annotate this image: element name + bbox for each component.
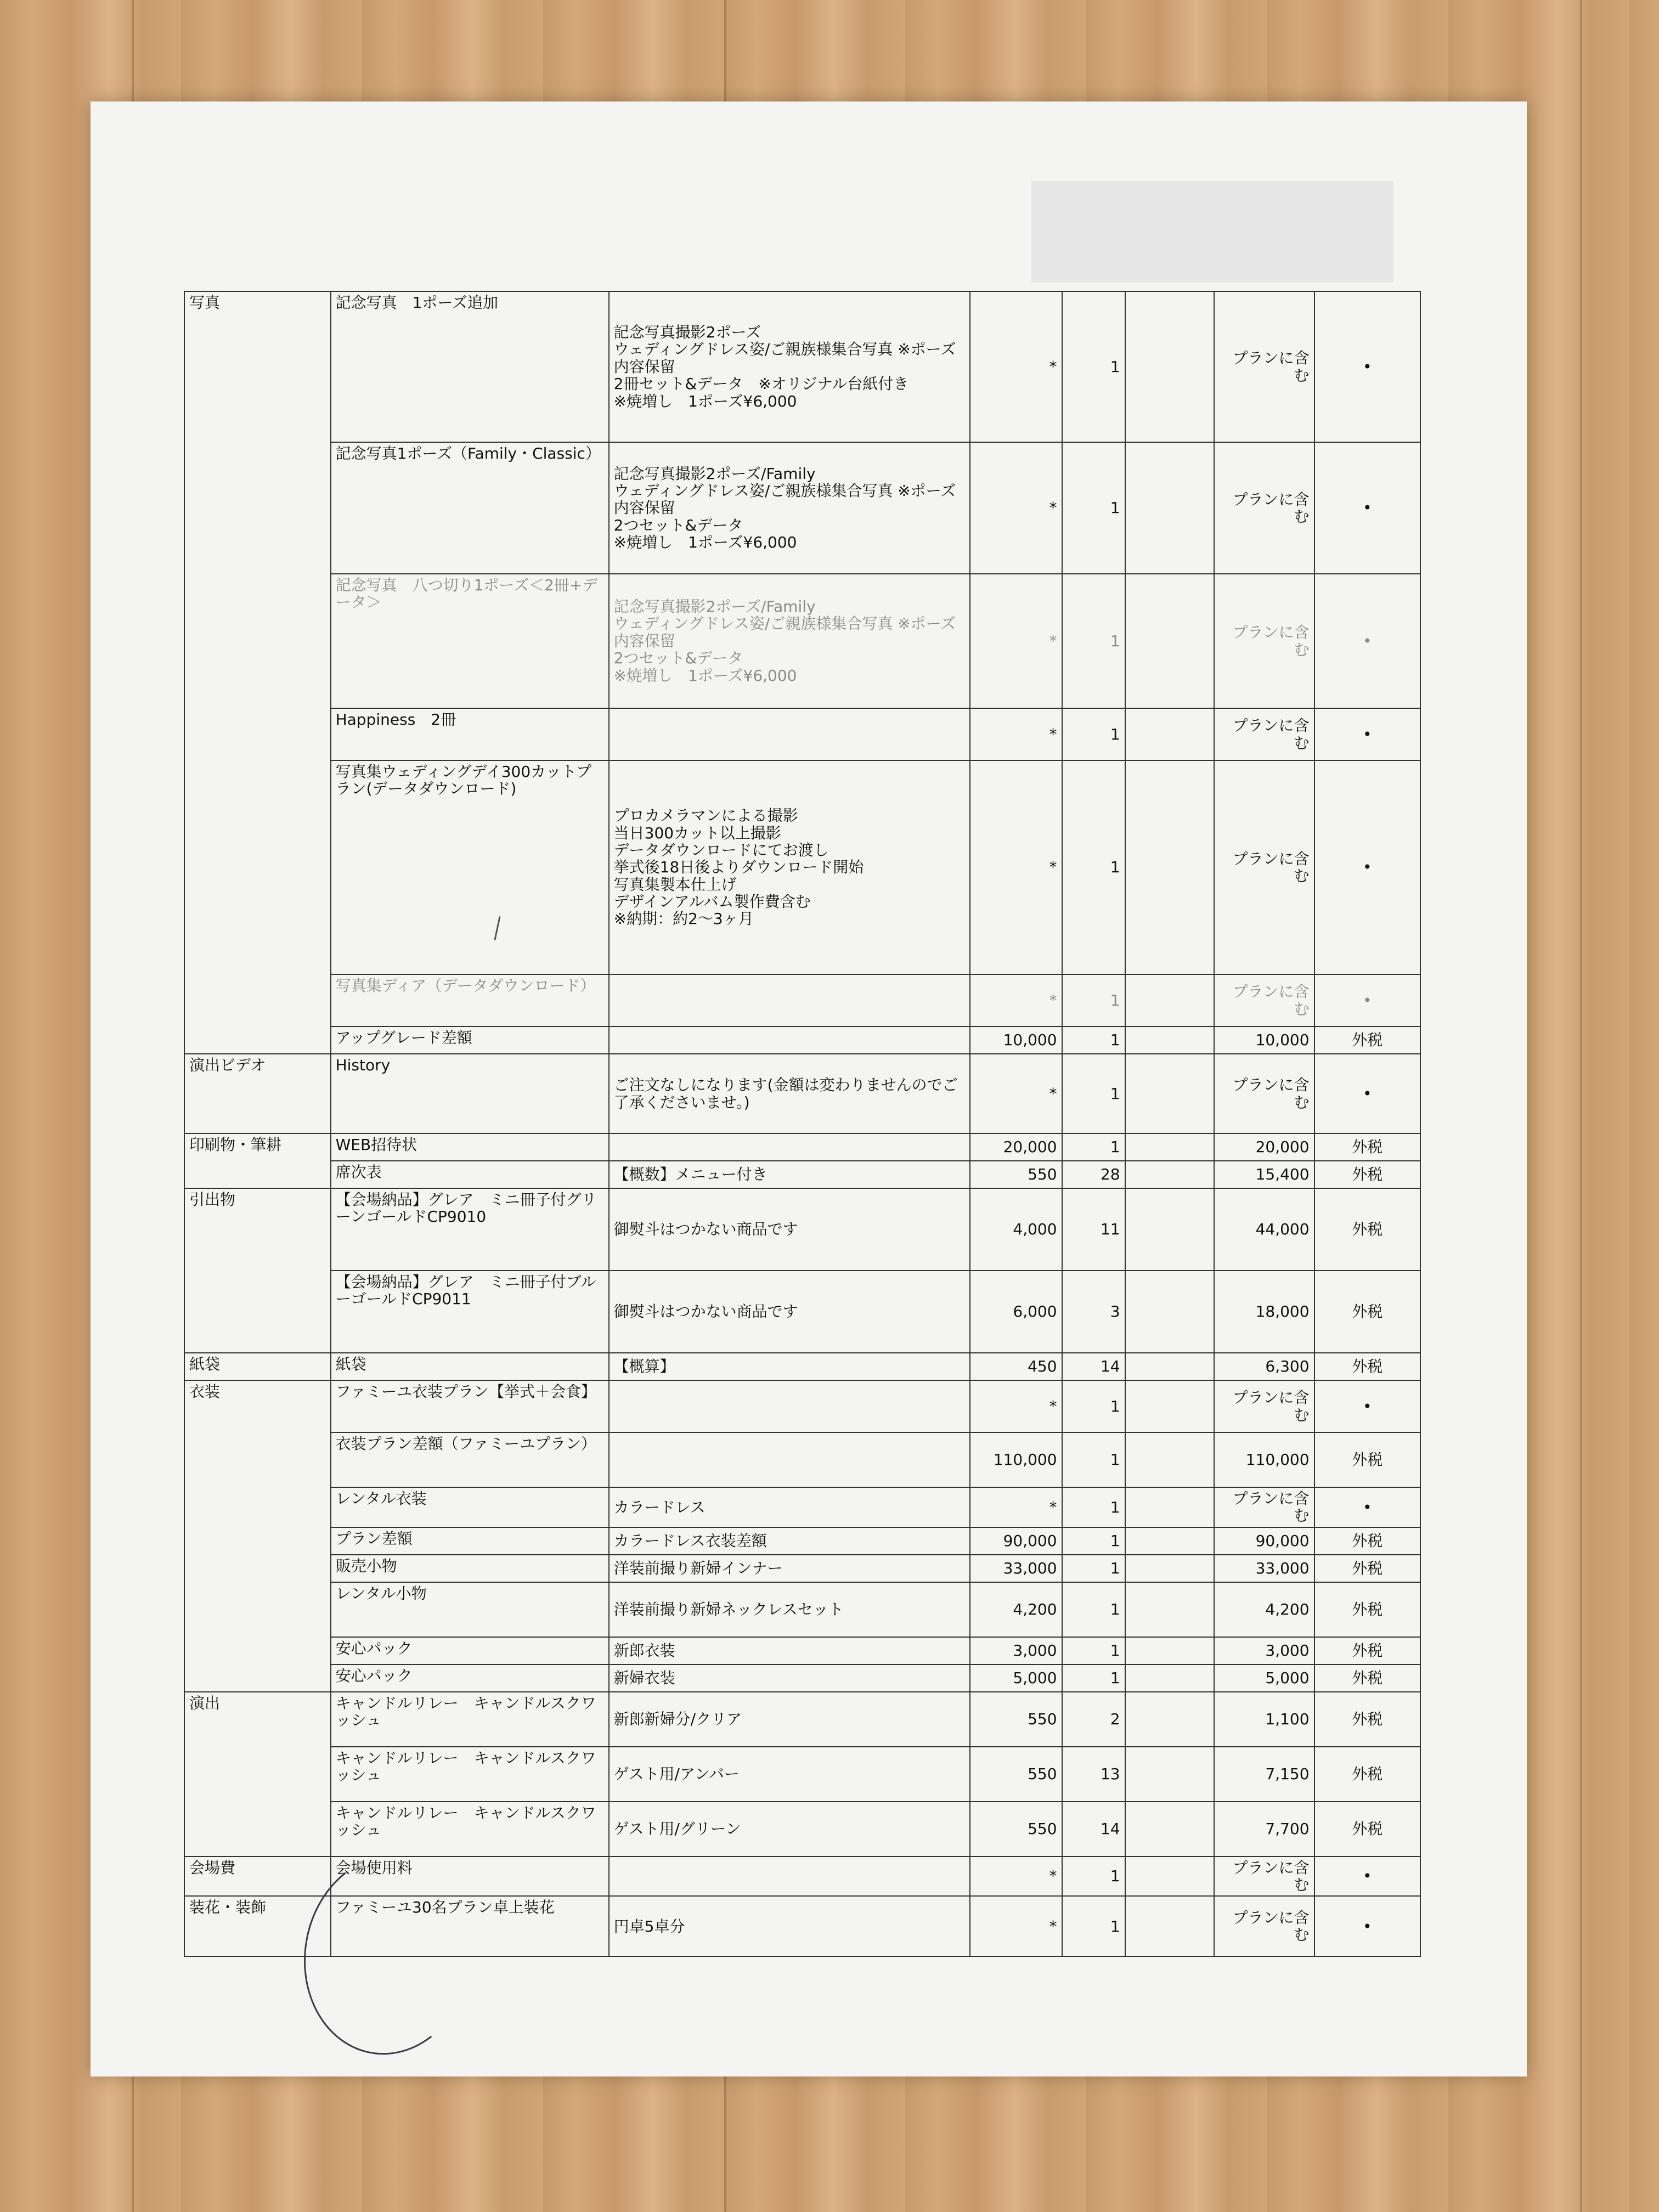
blank-cell [1125,1487,1214,1527]
tax-cell: 外税 [1314,1188,1420,1271]
table-row [184,1747,1420,1802]
tax-cell: 外税 [1314,1555,1420,1582]
item-name-cell: キャンドルリレー キャンドルスクワッシュ [331,1747,609,1802]
category-cell: 紙袋 [184,1353,331,1380]
item-name-cell: 写真集ディア（データダウンロード） [331,974,609,1026]
unit-price-cell: 10,000 [970,1026,1062,1054]
unit-price-cell: * [970,974,1062,1026]
tax-cell: • [1314,1896,1420,1956]
description-cell: 洋装前撮り新婦インナー [609,1555,970,1582]
tax-cell: • [1314,1857,1420,1897]
tax-cell: • [1314,708,1420,760]
item-name-cell: ファミーユ30名プラン卓上装花 [331,1896,609,1956]
unit-price-cell: * [970,760,1062,974]
amount-cell: プランに含む [1214,1380,1314,1432]
amount-cell: 33,000 [1214,1555,1314,1582]
table-row [184,442,1420,574]
table-row [184,1637,1420,1664]
table-row [184,1353,1420,1380]
quantity-cell: 1 [1062,708,1125,760]
table-row [184,974,1420,1026]
quantity-cell: 1 [1062,1527,1125,1555]
item-name-cell: キャンドルリレー キャンドルスクワッシュ [331,1802,609,1857]
table-row [184,1054,1420,1133]
amount-cell: 6,300 [1214,1353,1314,1380]
table-row [184,1802,1420,1857]
category-cell: 印刷物・筆耕 [184,1133,331,1188]
item-name-cell: Happiness 2冊 [331,708,609,760]
amount-cell: プランに含む [1214,760,1314,974]
description-cell [609,1380,970,1432]
unit-price-cell: * [970,1380,1062,1432]
estimate-table [184,291,1421,1957]
tax-cell: 外税 [1314,1161,1420,1188]
quantity-cell: 1 [1062,1432,1125,1487]
quantity-cell: 2 [1062,1692,1125,1747]
amount-cell: 20,000 [1214,1133,1314,1161]
blank-cell [1125,1664,1214,1692]
blank-cell [1125,760,1214,974]
item-name-cell: プラン差額 [331,1527,609,1555]
unit-price-cell: * [970,1054,1062,1133]
blank-cell [1125,1555,1214,1582]
description-cell [609,1026,970,1054]
blank-cell [1125,1802,1214,1857]
unit-price-cell: 4,000 [970,1188,1062,1271]
item-name-cell: キャンドルリレー キャンドルスクワッシュ [331,1692,609,1747]
table-row [184,1380,1420,1432]
blank-cell [1125,1527,1214,1555]
item-name-cell: WEB招待状 [331,1133,609,1161]
unit-price-cell: 4,200 [970,1582,1062,1637]
item-name-cell: 紙袋 [331,1353,609,1380]
tax-cell: 外税 [1314,1271,1420,1353]
blank-cell [1125,1747,1214,1802]
table-row [184,1555,1420,1582]
item-name-cell: 記念写真 八つ切り1ポーズ＜2冊+データ＞ [331,574,609,708]
description-cell: カラードレス [609,1487,970,1527]
item-name-cell: 【会場納品】グレア ミニ冊子付ブルーゴールドCP9011 [331,1271,609,1353]
item-name-cell: 会場使用料 [331,1857,609,1897]
item-name-cell: 記念写真1ポーズ（Family・Classic） [331,442,609,574]
blank-cell [1125,574,1214,708]
tax-cell: 外税 [1314,1582,1420,1637]
unit-price-cell: 6,000 [970,1271,1062,1353]
quantity-cell: 1 [1062,1380,1125,1432]
table-row [184,1026,1420,1054]
unit-price-cell: * [970,1896,1062,1956]
quantity-cell: 1 [1062,1857,1125,1897]
tax-cell: 外税 [1314,1527,1420,1555]
table-row [184,1432,1420,1487]
tax-cell: • [1314,974,1420,1026]
description-cell: 新郎新婦分/クリア [609,1692,970,1747]
description-cell: 記念写真撮影2ポーズ/Family ウェディングドレス姿/ご親族様集合写真 ※ポーズ内容保留 2つセット&データ ※焼増し 1ポーズ¥6,000 [609,574,970,708]
item-name-cell: 安心パック [331,1664,609,1692]
category-cell: 引出物 [184,1188,331,1353]
blank-cell [1125,1637,1214,1664]
quantity-cell: 1 [1062,1555,1125,1582]
tax-cell: • [1314,574,1420,708]
amount-cell: 10,000 [1214,1026,1314,1054]
tax-cell: • [1314,760,1420,974]
quantity-cell: 1 [1062,1487,1125,1527]
category-cell: 写真 [184,291,331,1054]
unit-price-cell: 550 [970,1161,1062,1188]
table-row [184,1487,1420,1527]
amount-cell: プランに含む [1214,442,1314,574]
description-cell: 円卓5卓分 [609,1896,970,1956]
tax-cell: 外税 [1314,1802,1420,1857]
amount-cell: 4,200 [1214,1582,1314,1637]
quantity-cell: 1 [1062,1664,1125,1692]
blank-cell [1125,1857,1214,1897]
table-row [184,1133,1420,1161]
blank-cell [1125,974,1214,1026]
description-cell [609,1857,970,1897]
amount-cell: 3,000 [1214,1637,1314,1664]
unit-price-cell: 550 [970,1747,1062,1802]
tax-cell: • [1314,1487,1420,1527]
blank-cell [1125,1353,1214,1380]
blank-cell [1125,1188,1214,1271]
tax-cell: 外税 [1314,1747,1420,1802]
item-name-cell: 席次表 [331,1161,609,1188]
blank-cell [1125,1054,1214,1133]
quantity-cell: 13 [1062,1747,1125,1802]
blank-cell [1125,1161,1214,1188]
quantity-cell: 28 [1062,1161,1125,1188]
tax-cell: 外税 [1314,1133,1420,1161]
quantity-cell: 1 [1062,1582,1125,1637]
description-cell: 【概数】メニュー付き [609,1161,970,1188]
description-cell: プロカメラマンによる撮影 当日300カット以上撮影 データダウンロードにてお渡し 挙式後18日後よりダウンロード開始 写真集製本仕上げ デザインアルバム製作費含む ※納期：約2～3ヶ月 [609,760,970,974]
description-cell: 御熨斗はつかない商品です [609,1271,970,1353]
quantity-cell: 1 [1062,1054,1125,1133]
unit-price-cell: 3,000 [970,1637,1062,1664]
unit-price-cell: * [970,1487,1062,1527]
table-row [184,574,1420,708]
quantity-cell: 1 [1062,974,1125,1026]
amount-cell: 18,000 [1214,1271,1314,1353]
description-cell: 洋装前撮り新婦ネックレスセット [609,1582,970,1637]
category-cell: 装花・装飾 [184,1896,331,1956]
unit-price-cell: 550 [970,1692,1062,1747]
unit-price-cell: * [970,442,1062,574]
item-name-cell: History [331,1054,609,1133]
item-name-cell: ファミーユ衣装プラン【挙式＋会食】 [331,1380,609,1432]
blank-cell [1125,1582,1214,1637]
amount-cell: プランに含む [1214,974,1314,1026]
blank-cell [1125,1692,1214,1747]
quantity-cell: 1 [1062,1026,1125,1054]
item-name-cell: アップグレード差額 [331,1026,609,1054]
tax-cell: • [1314,1380,1420,1432]
table-row [184,1664,1420,1692]
unit-price-cell: 33,000 [970,1555,1062,1582]
quantity-cell: 1 [1062,442,1125,574]
item-name-cell: レンタル衣装 [331,1487,609,1527]
quantity-cell: 1 [1062,574,1125,708]
amount-cell: 44,000 [1214,1188,1314,1271]
blank-cell [1125,1133,1214,1161]
unit-price-cell: * [970,574,1062,708]
tax-cell: • [1314,291,1420,442]
tax-cell: 外税 [1314,1026,1420,1054]
amount-cell: プランに含む [1214,1896,1314,1956]
quantity-cell: 1 [1062,1133,1125,1161]
quantity-cell: 14 [1062,1802,1125,1857]
item-name-cell: 記念写真 1ポーズ追加 [331,291,609,442]
amount-cell: 110,000 [1214,1432,1314,1487]
amount-cell: プランに含む [1214,708,1314,760]
quantity-cell: 1 [1062,760,1125,974]
category-cell: 演出 [184,1692,331,1857]
description-cell: 記念写真撮影2ポーズ/Family ウェディングドレス姿/ご親族様集合写真 ※ポーズ内容保留 2つセット&データ ※焼増し 1ポーズ¥6,000 [609,442,970,574]
amount-cell: プランに含む [1214,1857,1314,1897]
amount-cell: 1,100 [1214,1692,1314,1747]
amount-cell: 5,000 [1214,1664,1314,1692]
description-cell [609,1133,970,1161]
blank-cell [1125,1380,1214,1432]
table-row [184,1527,1420,1555]
item-name-cell: 販売小物 [331,1555,609,1582]
unit-price-cell: 550 [970,1802,1062,1857]
description-cell: ご注文なしになります(金額は変わりませんのでご了承くださいませ。) [609,1054,970,1133]
tax-cell: 外税 [1314,1432,1420,1487]
category-cell: 演出ビデオ [184,1054,331,1133]
blank-cell [1125,1271,1214,1353]
unit-price-cell: 20,000 [970,1133,1062,1161]
description-cell [609,708,970,760]
blank-cell [1125,1432,1214,1487]
amount-cell: プランに含む [1214,1487,1314,1527]
redaction-box [1031,181,1393,283]
blank-cell [1125,291,1214,442]
tax-cell: • [1314,1054,1420,1133]
unit-price-cell: * [970,708,1062,760]
table-row [184,1271,1420,1353]
amount-cell: プランに含む [1214,291,1314,442]
item-name-cell: 【会場納品】グレア ミニ冊子付グリーンゴールドCP9010 [331,1188,609,1271]
blank-cell [1125,1026,1214,1054]
description-cell: 新郎衣装 [609,1637,970,1664]
blank-cell [1125,708,1214,760]
amount-cell: プランに含む [1214,574,1314,708]
item-name-cell: レンタル小物 [331,1582,609,1637]
tax-cell: 外税 [1314,1692,1420,1747]
amount-cell: 7,700 [1214,1802,1314,1857]
table-row [184,708,1420,760]
amount-cell: 7,150 [1214,1747,1314,1802]
description-cell [609,1432,970,1487]
description-cell: カラードレス衣装差額 [609,1527,970,1555]
quantity-cell: 1 [1062,291,1125,442]
description-cell: 【概算】 [609,1353,970,1380]
item-name-cell: 写真集ウェディングデイ300カットプラン(データダウンロード) [331,760,609,974]
blank-cell [1125,442,1214,574]
table-row [184,760,1420,974]
table-row [184,1582,1420,1637]
quantity-cell: 3 [1062,1271,1125,1353]
table-row [184,291,1420,442]
category-cell: 衣装 [184,1380,331,1692]
category-cell: 会場費 [184,1857,331,1897]
table-row [184,1161,1420,1188]
quantity-cell: 1 [1062,1896,1125,1956]
item-name-cell: 衣装プラン差額（ファミーユプラン） [331,1432,609,1487]
amount-cell: プランに含む [1214,1054,1314,1133]
unit-price-cell: 90,000 [970,1527,1062,1555]
tax-cell: 外税 [1314,1664,1420,1692]
description-cell: ゲスト用/グリーン [609,1802,970,1857]
table-row [184,1692,1420,1747]
unit-price-cell: 110,000 [970,1432,1062,1487]
amount-cell: 15,400 [1214,1161,1314,1188]
tax-cell: 外税 [1314,1353,1420,1380]
amount-cell: 90,000 [1214,1527,1314,1555]
unit-price-cell: 5,000 [970,1664,1062,1692]
quantity-cell: 11 [1062,1188,1125,1271]
description-cell [609,974,970,1026]
description-cell: 新婦衣装 [609,1664,970,1692]
description-cell: 御熨斗はつかない商品です [609,1188,970,1271]
floor-seam [1580,0,1582,2212]
unit-price-cell: * [970,291,1062,442]
unit-price-cell: 450 [970,1353,1062,1380]
description-cell: ゲスト用/アンバー [609,1747,970,1802]
unit-price-cell: * [970,1857,1062,1897]
quantity-cell: 1 [1062,1637,1125,1664]
blank-cell [1125,1896,1214,1956]
item-name-cell: 安心パック [331,1637,609,1664]
quantity-cell: 14 [1062,1353,1125,1380]
tax-cell: • [1314,442,1420,574]
description-cell: 記念写真撮影2ポーズ ウェディングドレス姿/ご親族様集合写真 ※ポーズ内容保留 2冊セット&データ ※オリジナル台紙付き ※焼増し 1ポーズ¥6,000 [609,291,970,442]
table-row [184,1188,1420,1271]
tax-cell: 外税 [1314,1637,1420,1664]
